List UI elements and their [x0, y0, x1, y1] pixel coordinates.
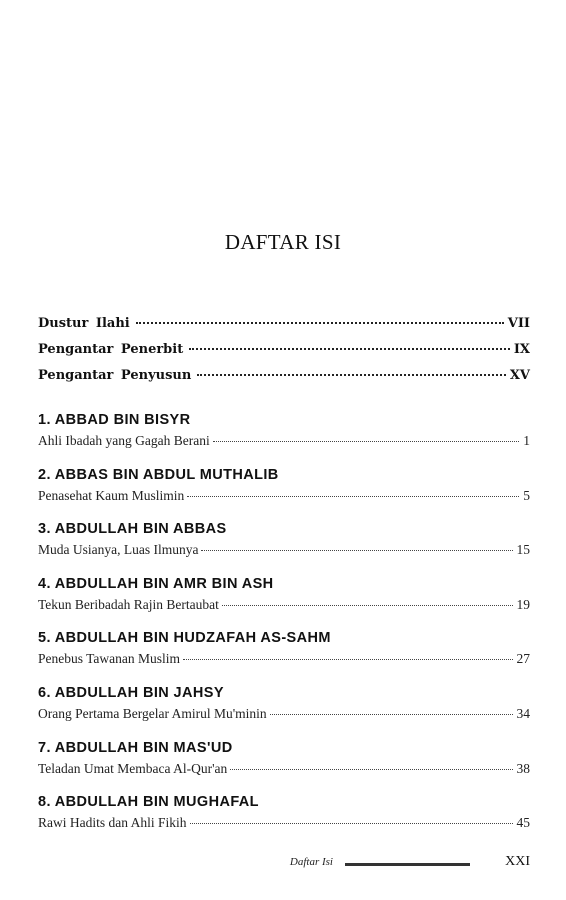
- chapter-subtitle: Penebus Tawanan Muslim: [38, 651, 181, 667]
- front-matter-page: XV: [509, 368, 530, 383]
- footer-rule: [345, 863, 470, 866]
- chapter-subtitle-row: [38, 486, 530, 506]
- chapter-entry: [38, 627, 530, 682]
- dot-leader: [230, 769, 512, 770]
- chapter-title: 6. ABDULLAH BIN JAHSY: [38, 684, 224, 701]
- chapter-subtitle: Orang Pertama Bergelar Amirul Mu'minin: [38, 705, 267, 721]
- chapter-subtitle: Rawi Hadits dan Ahli Fikih: [38, 815, 187, 831]
- front-matter-label: Pengantar Penyusun: [38, 368, 192, 383]
- chapter-title: 1. ABBAD BIN BISYR: [38, 412, 191, 428]
- chapter-entry: [38, 464, 530, 519]
- page-title: DAFTAR ISI: [224, 230, 342, 254]
- chapter-page: 38: [516, 760, 530, 776]
- front-matter-label: Dustur Ilahi: [38, 316, 130, 331]
- chapter-subtitle-row: [38, 759, 530, 779]
- dot-leader: [136, 322, 504, 324]
- dot-leader: [213, 441, 520, 442]
- chapter-title: 5. ABDULLAH BIN HUDZAFAH AS-SAHM: [38, 630, 331, 647]
- dot-leader: [197, 374, 506, 376]
- front-matter-item: [38, 316, 530, 342]
- chapter-title: 2. ABBAS BIN ABDUL MUTHALIB: [38, 466, 279, 483]
- chapter-subtitle-row: [38, 540, 530, 560]
- chapter-subtitle: Tekun Beribadah Rajin Bertaubat: [38, 596, 219, 612]
- dot-leader: [201, 550, 512, 551]
- chapter-subtitle: Ahli Ibadah yang Gagah Berani: [38, 433, 210, 448]
- chapter-subtitle-row: [38, 704, 530, 724]
- chapter-page: 34: [516, 705, 530, 721]
- chapter-entry: [38, 791, 530, 846]
- chapter-entry: [38, 573, 530, 628]
- dot-leader: [270, 714, 513, 715]
- chapter-subtitle-row: [38, 813, 530, 833]
- chapter-subtitle: Muda Usianya, Luas Ilmunya: [38, 542, 199, 558]
- chapter-subtitle-row: [38, 595, 530, 615]
- chapter-page: 1: [523, 433, 530, 448]
- chapter-subtitle: Teladan Umat Membaca Al-Qur'an: [38, 760, 228, 776]
- chapter-entry: [38, 682, 530, 737]
- dot-leader: [183, 659, 512, 660]
- dot-leader: [189, 348, 510, 350]
- front-matter-item: [38, 368, 530, 394]
- chapter-title: 7. ABDULLAH BIN MAS'UD: [38, 739, 233, 756]
- chapter-page: 27: [516, 651, 530, 667]
- chapter-title: 3. ABDULLAH BIN ABBAS: [38, 521, 227, 538]
- chapter-page: 5: [523, 487, 530, 503]
- chapter-page: 15: [516, 542, 530, 558]
- front-matter-item: [38, 342, 530, 368]
- front-matter-label: Pengantar Penerbit: [38, 342, 184, 357]
- dot-leader: [222, 605, 513, 606]
- running-footer-label: Daftar Isi: [289, 856, 333, 868]
- chapter-subtitle-row: [38, 649, 530, 669]
- front-matter-page: VII: [507, 316, 530, 331]
- front-matter-list: [38, 316, 530, 394]
- page-footer: [0, 852, 566, 876]
- chapter-page: 45: [516, 815, 530, 831]
- dot-leader: [187, 496, 519, 497]
- page-number: XXI: [505, 854, 530, 869]
- chapter-list: [38, 409, 530, 846]
- chapter-title: 8. ABDULLAH BIN MUGHAFAL: [38, 794, 259, 811]
- chapter-subtitle: Penasehat Kaum Muslimin: [38, 487, 185, 503]
- chapter-page: 19: [516, 596, 530, 612]
- chapter-entry: [38, 518, 530, 573]
- chapter-entry: [38, 409, 530, 464]
- chapter-title: 4. ABDULLAH BIN AMR BIN ASH: [38, 575, 274, 592]
- front-matter-page: IX: [513, 342, 530, 357]
- chapter-entry: [38, 737, 530, 792]
- dot-leader: [190, 823, 513, 824]
- chapter-subtitle-row: [38, 431, 530, 451]
